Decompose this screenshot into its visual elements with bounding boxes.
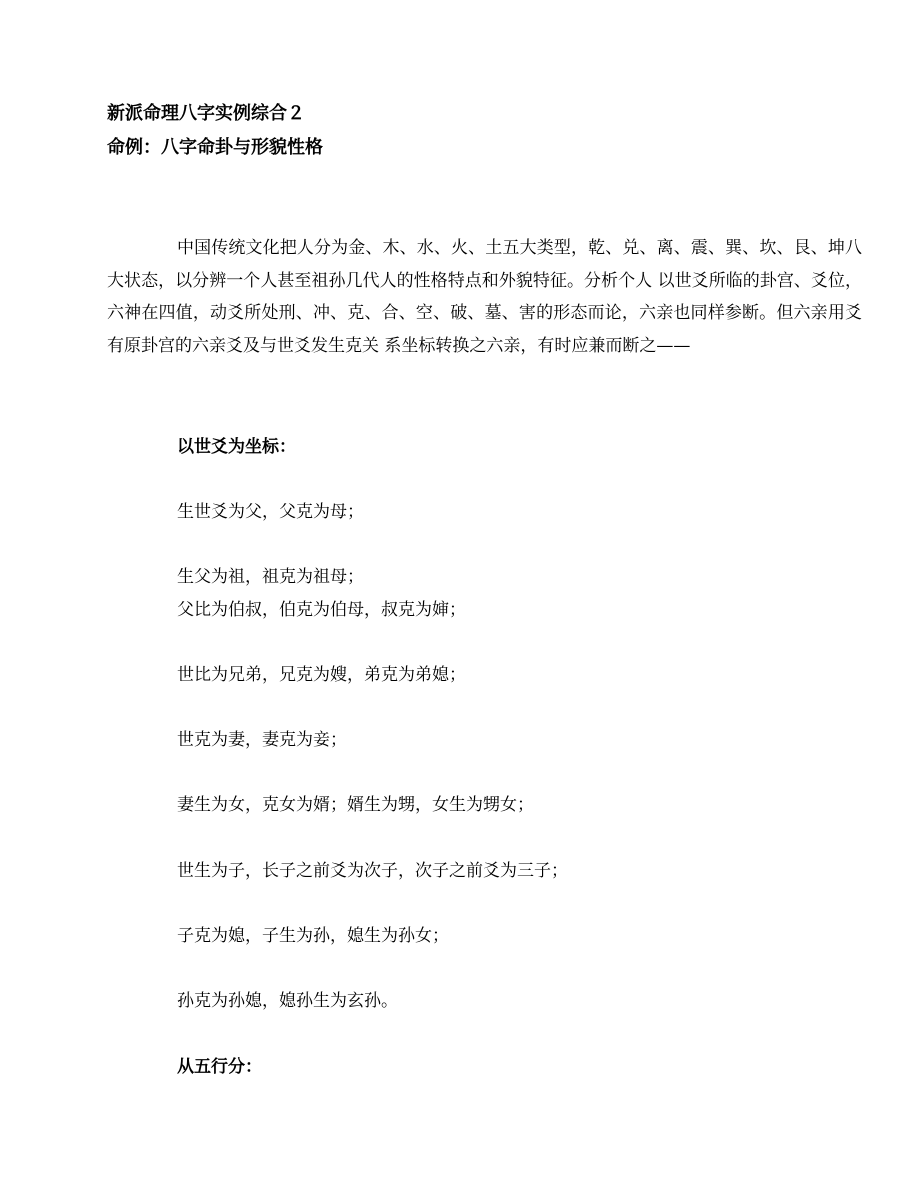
relation-line: 子克为媳，子生为孙，媳生为孙女； [177, 926, 449, 946]
relation-line: 孙克为孙媳，媳孙生为玄孙。 [177, 991, 398, 1011]
relation-line: 世克为妻，妻克为妾； [177, 730, 347, 750]
relation-line: 妻生为女，克女为婿；婿生为甥，女生为甥女； [177, 795, 534, 815]
relation-line: 生父为祖，祖克为祖母； [177, 567, 364, 587]
intro-paragraph: 中国传统文化把人分为金、木、水、火、土五大类型，乾、兑、离、震、巽、坎、艮、坤八大状态，以分辨一个人甚至祖孙几代人的性格特点和外貌特征。分析个人 以世爻所临的卦宫、爻位，六神在四值，动爻所处刑、冲、克、合、空、破、墓、害的形态而论，六亲也同样参断。但六亲用爻有原卦宫的六亲爻及与世爻发生克关 系坐标转换之六亲，有时应兼而断之—— [107, 238, 862, 356]
section-heading-world-yao: 以世爻为坐标： [177, 437, 296, 457]
relation-line: 父比为伯叔，伯克为伯母，叔克为婶； [177, 600, 466, 620]
document-title: 新派命理八字实例综合２ [107, 103, 305, 124]
section-heading-five-elements: 从五行分： [177, 1057, 262, 1077]
relation-line: 世比为兄弟，兄克为嫂，弟克为弟媳； [177, 665, 466, 685]
relation-line: 世生为子，长子之前爻为次子，次子之前爻为三子； [177, 861, 568, 881]
document-subtitle: 命例：八字命卦与形貌性格 [107, 137, 323, 158]
relation-line: 生世爻为父，父克为母； [177, 502, 364, 522]
